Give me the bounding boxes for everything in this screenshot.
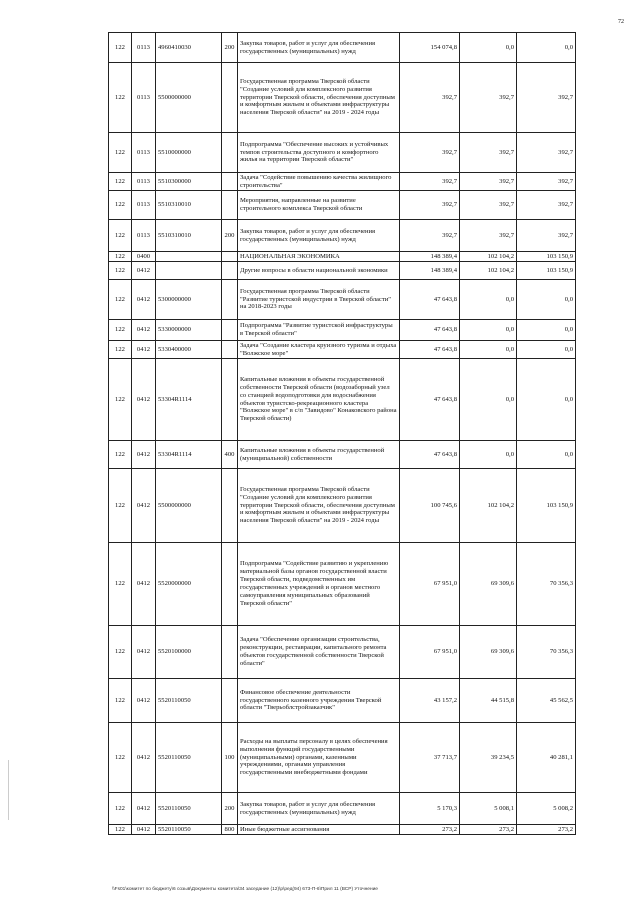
- subsection-code-cell: 0412: [132, 626, 156, 679]
- target-article-cell: 53304R1114: [156, 359, 222, 441]
- section-code-cell: 122: [109, 220, 132, 252]
- amount-year2-cell: 0,0: [460, 280, 517, 320]
- page-number: 72: [618, 19, 624, 25]
- subsection-code-cell: 0400: [132, 252, 156, 262]
- item-name-cell: Закупка товаров, работ и услуг для обеспечения государственных (муниципальных) нужд: [238, 220, 400, 252]
- target-article-cell: 5520110050: [156, 825, 222, 835]
- item-name-cell: Капитальные вложения в объекты государственной собственности Тверской области (водозаборный узел со станцией водоподготовки для водоснабжения объектов туристско-рекреационного кластера "Волжское море" в с/п "Завидово" Конаковского района Тверской области): [238, 359, 400, 441]
- expense-type-cell: [222, 320, 238, 341]
- expense-type-cell: [222, 133, 238, 173]
- section-code-cell: 122: [109, 252, 132, 262]
- amount-year2-cell: 392,7: [460, 133, 517, 173]
- item-name-cell: НАЦИОНАЛЬНАЯ ЭКОНОМИКА: [238, 252, 400, 262]
- target-article-cell: 5520110050: [156, 679, 222, 723]
- amount-year3-cell: 392,7: [517, 63, 576, 133]
- subsection-code-cell: 0412: [132, 320, 156, 341]
- amount-year1-cell: 392,7: [400, 191, 460, 220]
- amount-year1-cell: 392,7: [400, 133, 460, 173]
- footer-file-path: \\Fs01\комитет по бюджету\6 созыв\Документы комитета\34 заседание (12)\р\ред(94) 673-П-6\Прил 11 (ВСР) Уточнение: [112, 887, 378, 892]
- table-row: [109, 341, 576, 359]
- amount-year2-cell: 0,0: [460, 341, 517, 359]
- table-row: [109, 679, 576, 723]
- expense-type-cell: [222, 252, 238, 262]
- amount-year3-cell: 392,7: [517, 173, 576, 191]
- item-name-cell: Иные бюджетные ассигнования: [238, 825, 400, 835]
- amount-year1-cell: 100 745,6: [400, 469, 460, 543]
- table-row: [109, 252, 576, 262]
- amount-year2-cell: 39 234,5: [460, 723, 517, 793]
- target-article-cell: 5300000000: [156, 280, 222, 320]
- section-code-cell: 122: [109, 825, 132, 835]
- amount-year2-cell: 273,2: [460, 825, 517, 835]
- subsection-code-cell: 0412: [132, 825, 156, 835]
- expense-type-cell: [222, 469, 238, 543]
- expense-type-cell: [222, 262, 238, 280]
- item-name-cell: Государственная программа Тверской области "Развитие туристской индустрии в Тверской области" на 2018-2023 годы: [238, 280, 400, 320]
- target-article-cell: 5520110050: [156, 723, 222, 793]
- expense-type-cell: [222, 280, 238, 320]
- amount-year1-cell: 148 389,4: [400, 252, 460, 262]
- amount-year1-cell: 154 074,8: [400, 33, 460, 63]
- amount-year1-cell: 67 951,0: [400, 626, 460, 679]
- amount-year1-cell: 43 157,2: [400, 679, 460, 723]
- table-row: [109, 543, 576, 626]
- target-article-cell: [156, 262, 222, 280]
- table-row: [109, 191, 576, 220]
- table-row: [109, 441, 576, 469]
- expense-type-cell: 100: [222, 723, 238, 793]
- table-row: [109, 220, 576, 252]
- table-row: [109, 33, 576, 63]
- target-article-cell: 5520100000: [156, 626, 222, 679]
- subsection-code-cell: 0412: [132, 543, 156, 626]
- budget-table: [108, 32, 576, 835]
- subsection-code-cell: 0412: [132, 341, 156, 359]
- section-code-cell: 122: [109, 63, 132, 133]
- amount-year3-cell: 0,0: [517, 280, 576, 320]
- target-article-cell: 4960410030: [156, 33, 222, 63]
- amount-year3-cell: 70 356,3: [517, 543, 576, 626]
- section-code-cell: 122: [109, 359, 132, 441]
- item-name-cell: Другие вопросы в области национальной экономики: [238, 262, 400, 280]
- amount-year3-cell: 103 150,9: [517, 469, 576, 543]
- item-name-cell: Финансовое обеспечение деятельности государственного казенного учреждения Тверской области "Тверьоблстройзаказчик": [238, 679, 400, 723]
- expense-type-cell: [222, 63, 238, 133]
- amount-year2-cell: 102 104,2: [460, 469, 517, 543]
- amount-year2-cell: 0,0: [460, 359, 517, 441]
- section-code-cell: 122: [109, 173, 132, 191]
- expense-type-cell: 800: [222, 825, 238, 835]
- amount-year1-cell: 148 389,4: [400, 262, 460, 280]
- target-article-cell: 5510310010: [156, 191, 222, 220]
- amount-year3-cell: 392,7: [517, 220, 576, 252]
- expense-type-cell: [222, 359, 238, 441]
- target-article-cell: 5520000000: [156, 543, 222, 626]
- target-article-cell: 5510310010: [156, 220, 222, 252]
- amount-year3-cell: 103 150,9: [517, 252, 576, 262]
- item-name-cell: Государственная программа Тверской области "Создание условий для комплексного развития территории Тверской области, обеспечения доступным и комфортным жильем и объектами инфраструктуры населения Тверской области" на 2019 - 2024 годы: [238, 63, 400, 133]
- amount-year3-cell: 0,0: [517, 320, 576, 341]
- amount-year3-cell: 0,0: [517, 441, 576, 469]
- amount-year1-cell: 392,7: [400, 63, 460, 133]
- expense-type-cell: [222, 173, 238, 191]
- section-code-cell: 122: [109, 626, 132, 679]
- amount-year2-cell: 392,7: [460, 220, 517, 252]
- amount-year1-cell: 47 643,8: [400, 359, 460, 441]
- amount-year2-cell: 392,7: [460, 191, 517, 220]
- subsection-code-cell: 0412: [132, 723, 156, 793]
- amount-year3-cell: 0,0: [517, 359, 576, 441]
- amount-year1-cell: 47 643,8: [400, 441, 460, 469]
- section-code-cell: 122: [109, 469, 132, 543]
- section-code-cell: 122: [109, 341, 132, 359]
- amount-year2-cell: 0,0: [460, 33, 517, 63]
- target-article-cell: 5500000000: [156, 469, 222, 543]
- amount-year2-cell: 5 008,1: [460, 793, 517, 825]
- section-code-cell: 122: [109, 543, 132, 626]
- table-body: [109, 33, 576, 835]
- table-row: [109, 626, 576, 679]
- amount-year3-cell: 70 356,3: [517, 626, 576, 679]
- section-code-cell: 122: [109, 441, 132, 469]
- subsection-code-cell: 0113: [132, 220, 156, 252]
- item-name-cell: Мероприятия, направленные на развитие строительного комплекса Тверской области: [238, 191, 400, 220]
- amount-year2-cell: 0,0: [460, 441, 517, 469]
- amount-year1-cell: 392,7: [400, 220, 460, 252]
- section-code-cell: 122: [109, 723, 132, 793]
- subsection-code-cell: 0412: [132, 469, 156, 543]
- expense-type-cell: [222, 679, 238, 723]
- subsection-code-cell: 0113: [132, 33, 156, 63]
- amount-year3-cell: 0,0: [517, 341, 576, 359]
- subsection-code-cell: 0412: [132, 359, 156, 441]
- subsection-code-cell: 0113: [132, 133, 156, 173]
- expense-type-cell: 200: [222, 33, 238, 63]
- section-code-cell: 122: [109, 33, 132, 63]
- subsection-code-cell: 0113: [132, 191, 156, 220]
- target-article-cell: 5500000000: [156, 63, 222, 133]
- item-name-cell: Задача "Содействие повышению качества жилищного строительства": [238, 173, 400, 191]
- expense-type-cell: [222, 543, 238, 626]
- table-row: [109, 793, 576, 825]
- amount-year2-cell: 69 309,6: [460, 626, 517, 679]
- item-name-cell: Подпрограмма "Содействие развитию и укреплению материальной базы органов государственной власти Тверской области, подведомственных им государственных учреждений и органов местного самоуправления муниципальных образований Тверской области": [238, 543, 400, 626]
- target-article-cell: 5510300000: [156, 173, 222, 191]
- amount-year1-cell: 37 713,7: [400, 723, 460, 793]
- amount-year1-cell: 5 170,3: [400, 793, 460, 825]
- amount-year3-cell: 5 008,2: [517, 793, 576, 825]
- subsection-code-cell: 0412: [132, 793, 156, 825]
- target-article-cell: 5510000000: [156, 133, 222, 173]
- section-code-cell: 122: [109, 280, 132, 320]
- amount-year3-cell: 103 150,9: [517, 262, 576, 280]
- expense-type-cell: 400: [222, 441, 238, 469]
- subsection-code-cell: 0113: [132, 63, 156, 133]
- item-name-cell: Закупка товаров, работ и услуг для обеспечения государственных (муниципальных) нужд: [238, 33, 400, 63]
- expense-type-cell: [222, 341, 238, 359]
- amount-year3-cell: 273,2: [517, 825, 576, 835]
- amount-year2-cell: 69 309,6: [460, 543, 517, 626]
- item-name-cell: Закупка товаров, работ и услуг для обеспечения государственных (муниципальных) нужд: [238, 793, 400, 825]
- table-row: [109, 469, 576, 543]
- subsection-code-cell: 0113: [132, 173, 156, 191]
- expense-type-cell: [222, 191, 238, 220]
- table-row: [109, 262, 576, 280]
- item-name-cell: Расходы на выплаты персоналу в целях обеспечения выполнения функций государственными (муниципальными) органами, казенными учреждениями, органами управления государственными внебюджетными фондами: [238, 723, 400, 793]
- amount-year3-cell: 40 281,1: [517, 723, 576, 793]
- item-name-cell: Задача "Создание кластера круизного туризма и отдыха "Волжское море": [238, 341, 400, 359]
- amount-year1-cell: 67 951,0: [400, 543, 460, 626]
- item-name-cell: Подпрограмма "Обеспечение высоких и устойчивых темпов строительства доступного и комфортного жилья на территории Тверской области": [238, 133, 400, 173]
- amount-year2-cell: 392,7: [460, 63, 517, 133]
- amount-year3-cell: 392,7: [517, 191, 576, 220]
- amount-year2-cell: 392,7: [460, 173, 517, 191]
- subsection-code-cell: 0412: [132, 441, 156, 469]
- target-article-cell: 5520110050: [156, 793, 222, 825]
- amount-year2-cell: 102 104,2: [460, 252, 517, 262]
- section-code-cell: 122: [109, 262, 132, 280]
- table-row: [109, 173, 576, 191]
- section-code-cell: 122: [109, 679, 132, 723]
- amount-year2-cell: 44 515,8: [460, 679, 517, 723]
- item-name-cell: Подпрограмма "Развитие туристской инфраструктуры в Тверской области": [238, 320, 400, 341]
- table-row: [109, 280, 576, 320]
- item-name-cell: Капитальные вложения в объекты государственной (муниципальной) собственности: [238, 441, 400, 469]
- amount-year3-cell: 392,7: [517, 133, 576, 173]
- target-article-cell: 5330000000: [156, 320, 222, 341]
- amount-year3-cell: 0,0: [517, 33, 576, 63]
- table-row: [109, 825, 576, 835]
- amount-year1-cell: 47 643,8: [400, 341, 460, 359]
- table-row: [109, 133, 576, 173]
- target-article-cell: 5330400000: [156, 341, 222, 359]
- section-code-cell: 122: [109, 793, 132, 825]
- expense-type-cell: 200: [222, 220, 238, 252]
- section-code-cell: 122: [109, 133, 132, 173]
- target-article-cell: 53304R1114: [156, 441, 222, 469]
- table-row: [109, 63, 576, 133]
- scan-edge-mark: [8, 760, 9, 820]
- amount-year1-cell: 273,2: [400, 825, 460, 835]
- amount-year3-cell: 45 562,5: [517, 679, 576, 723]
- section-code-cell: 122: [109, 320, 132, 341]
- amount-year1-cell: 47 643,8: [400, 320, 460, 341]
- subsection-code-cell: 0412: [132, 679, 156, 723]
- expense-type-cell: [222, 626, 238, 679]
- expense-type-cell: 200: [222, 793, 238, 825]
- item-name-cell: Задача "Обеспечение организации строительства, реконструкции, реставрации, капитального ремонта объектов государственной собственности Тверской области": [238, 626, 400, 679]
- amount-year2-cell: 102 104,2: [460, 262, 517, 280]
- target-article-cell: [156, 252, 222, 262]
- table-row: [109, 359, 576, 441]
- table-row: [109, 320, 576, 341]
- subsection-code-cell: 0412: [132, 280, 156, 320]
- subsection-code-cell: 0412: [132, 262, 156, 280]
- amount-year1-cell: 392,7: [400, 173, 460, 191]
- table-row: [109, 723, 576, 793]
- amount-year2-cell: 0,0: [460, 320, 517, 341]
- section-code-cell: 122: [109, 191, 132, 220]
- amount-year1-cell: 47 643,8: [400, 280, 460, 320]
- item-name-cell: Государственная программа Тверской области "Создание условий для комплексного развития территории Тверской области, обеспечения доступным и комфортным жильем и объектами инфраструктуры населения Тверской области" на 2019 - 2024 годы: [238, 469, 400, 543]
